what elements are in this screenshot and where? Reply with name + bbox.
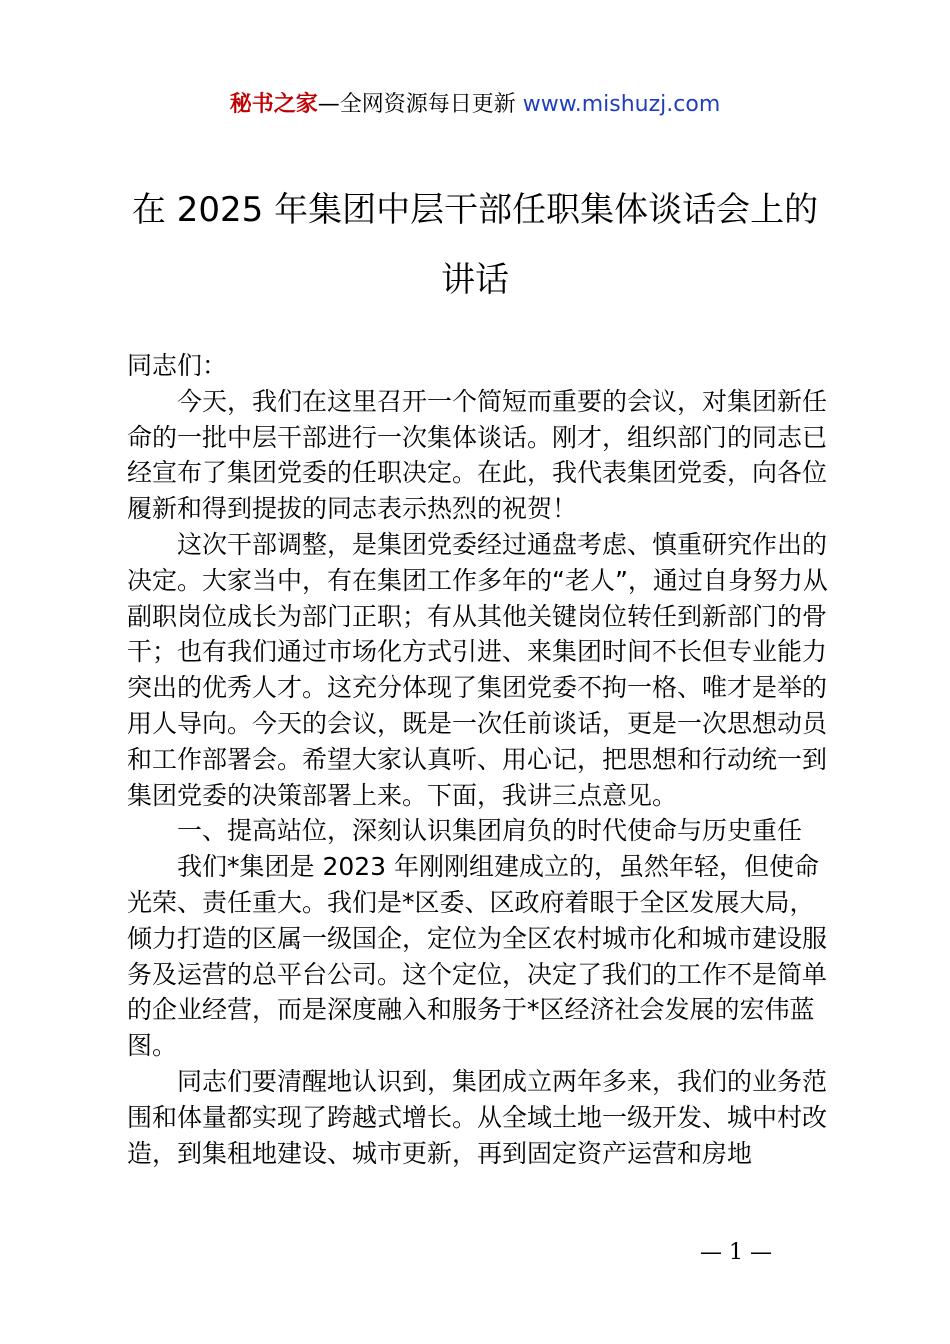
paragraph: 今天，我们在这里召开一个简短而重要的会议，对集团新任命的一批中层干部进行一次集体谈话。刚才，组织部门的同志已经宣布了集团党委的任职决定。在此，我代表集团党委，向各位履新和得到提拔的同志表示热烈的祝贺！	[127, 386, 828, 524]
brand-name: 秘书之家	[229, 92, 318, 117]
paragraph: 我们*集团是 2023 年刚刚组建成立的，虽然年轻，但使命光荣、责任重大。我们是*区委、区政府着眼于全区发展大局，倾力打造的区属一级国企，定位为全区农村城市化和城市建设服务及运营的总平台公司。这个定位，决定了我们的工作不是简单的企业经营，而是深度融入和服务于*区经济社会发展的宏伟蓝图。	[127, 852, 828, 1061]
paragraph: 同志们要清醒地认识到，集团成立两年多来，我们的业务范围和体量都实现了跨越式增长。从全域土地一级开发、城中村改造，到集租地建设、城市更新，再到固定资产运营和房地	[127, 1066, 828, 1168]
document-body	[127, 348, 833, 1171]
section-heading: 一、提高站位，深刻认识集团肩负的时代使命与历史重任	[177, 816, 803, 846]
site-url[interactable]: www.mishuzj.com	[522, 92, 721, 117]
banner-tagline: —全网资源每日更新	[317, 92, 523, 117]
salutation: 同志们：	[127, 351, 228, 380]
page-number: — 1 —	[700, 1240, 772, 1265]
paragraph: 这次干部调整，是集团党委经过通盘考虑、慎重研究作出的决定。大家当中，有在集团工作多年的“老人”，通过自身努力从副职岗位成长为部门正职；有从其他关键岗位转任到新部门的骨干；也有我们通过市场化方式引进、来集团时间不长但专业能力突出的优秀人才。这充分体现了集团党委不拘一格、唯才是举的用人导向。今天的会议，既是一次任前谈话，更是一次思想动员和工作部署会。希望大家认真听、用心记，把思想和行动统一到集团党委的决策部署上来。下面，我讲三点意见。	[127, 529, 828, 810]
document-title-line-1: 在 2025 年集团中层干部任职集体谈话会上的	[131, 190, 819, 230]
document-title-line-2: 讲话	[441, 260, 509, 300]
site-banner	[0, 88, 950, 122]
